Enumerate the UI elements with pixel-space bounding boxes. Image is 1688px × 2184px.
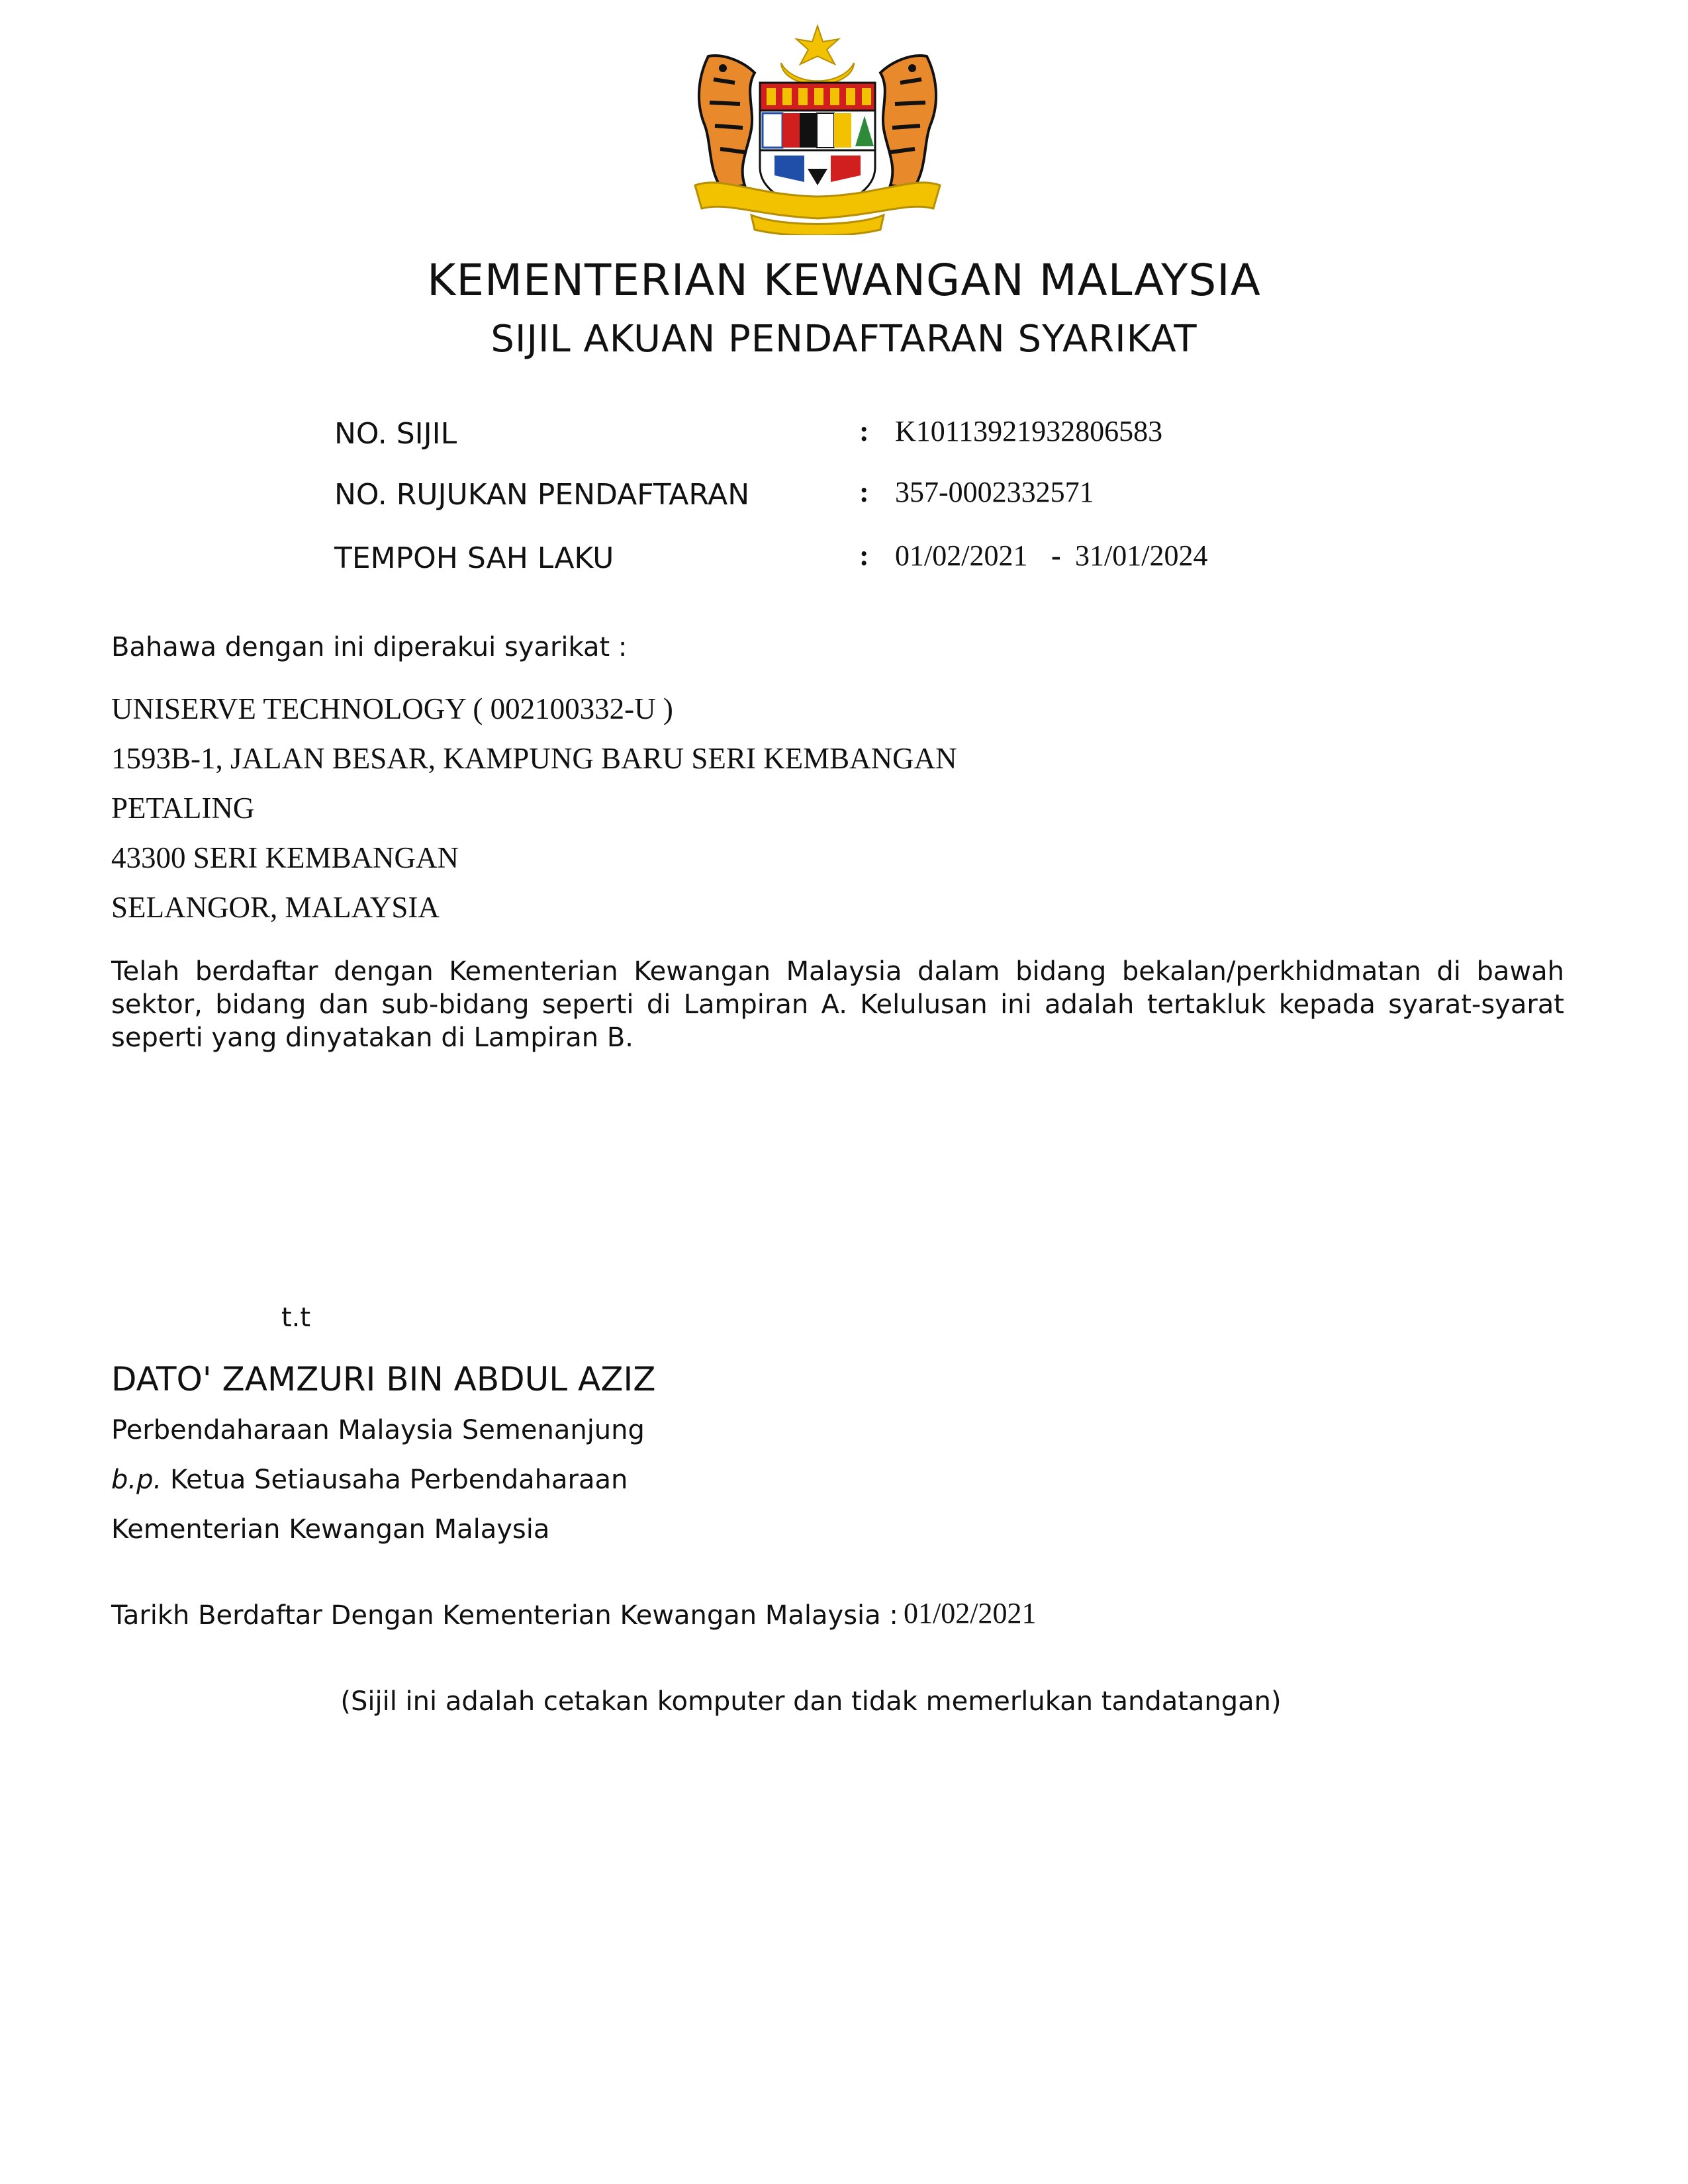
company-name: UNISERVE TECHNOLOGY ( 002100332-U ) bbox=[111, 692, 673, 725]
registration-ref-colon: : bbox=[859, 476, 869, 508]
company-address-line-1: 1593B-1, JALAN BESAR, KAMPUNG BARU SERI KEMBANGAN bbox=[111, 742, 957, 775]
company-address-line-2: PETALING bbox=[111, 792, 255, 825]
registration-ref-label: NO. RUJUKAN PENDAFTARAN bbox=[334, 478, 750, 512]
signer-ministry: Kementerian Kewangan Malaysia bbox=[111, 1514, 550, 1545]
coat-of-arms-icon bbox=[682, 17, 953, 235]
signer-on-behalf bbox=[111, 1465, 628, 1495]
validity-to: 31/01/2024 bbox=[1075, 539, 1208, 572]
validity-separator: - bbox=[1051, 539, 1061, 572]
registration-ref-value: 357-0002332571 bbox=[895, 476, 1094, 508]
computer-print-note: (Sijil ini adalah cetakan komputer dan tidak memerlukan tandatangan) bbox=[340, 1686, 1282, 1717]
certificate-no-colon: : bbox=[859, 415, 869, 447]
validity-colon: : bbox=[859, 539, 869, 572]
bp-prefix: b.p. bbox=[111, 1465, 162, 1495]
signer-office: Perbendaharaan Malaysia Semenanjung bbox=[111, 1415, 645, 1445]
company-address-line-4: SELANGOR, MALAYSIA bbox=[111, 891, 440, 924]
signer-name: DATO' ZAMZURI BIN ABDUL AZIZ bbox=[111, 1360, 656, 1398]
registration-date-value: 01/02/2021 bbox=[904, 1597, 1037, 1629]
validity-label: TEMPOH SAH LAKU bbox=[334, 541, 614, 575]
certification-statement: Telah berdaftar dengan Kementerian Kewangan Malaysia dalam bidang bekalan/perkhidmatan di bawah sektor, bidang dan sub-bidang seperti di Lampiran A. Kelulusan ini adalah tertakluk kepada syarat-syarat seperti yang dinyatakan di Lampiran B. bbox=[111, 956, 1564, 1053]
signature-mark: t.t bbox=[281, 1302, 311, 1333]
on-behalf-title: Ketua Setiausaha Perbendaharaan bbox=[169, 1465, 628, 1495]
certification-intro: Bahawa dengan ini diperakui syarikat : bbox=[111, 632, 628, 662]
registration-date-label: Tarikh Berdaftar Dengan Kementerian Kewangan Malaysia : bbox=[111, 1600, 898, 1631]
certificate-no-value: K10113921932806583 bbox=[895, 415, 1163, 447]
certificate-title: SIJIL AKUAN PENDAFTARAN SYARIKAT bbox=[491, 318, 1197, 361]
validity-from: 01/02/2021 bbox=[895, 539, 1028, 572]
company-address-line-3: 43300 SERI KEMBANGAN bbox=[111, 841, 459, 874]
ministry-title: KEMENTERIAN KEWANGAN MALAYSIA bbox=[427, 255, 1261, 306]
certificate-no-label: NO. SIJIL bbox=[334, 417, 457, 451]
